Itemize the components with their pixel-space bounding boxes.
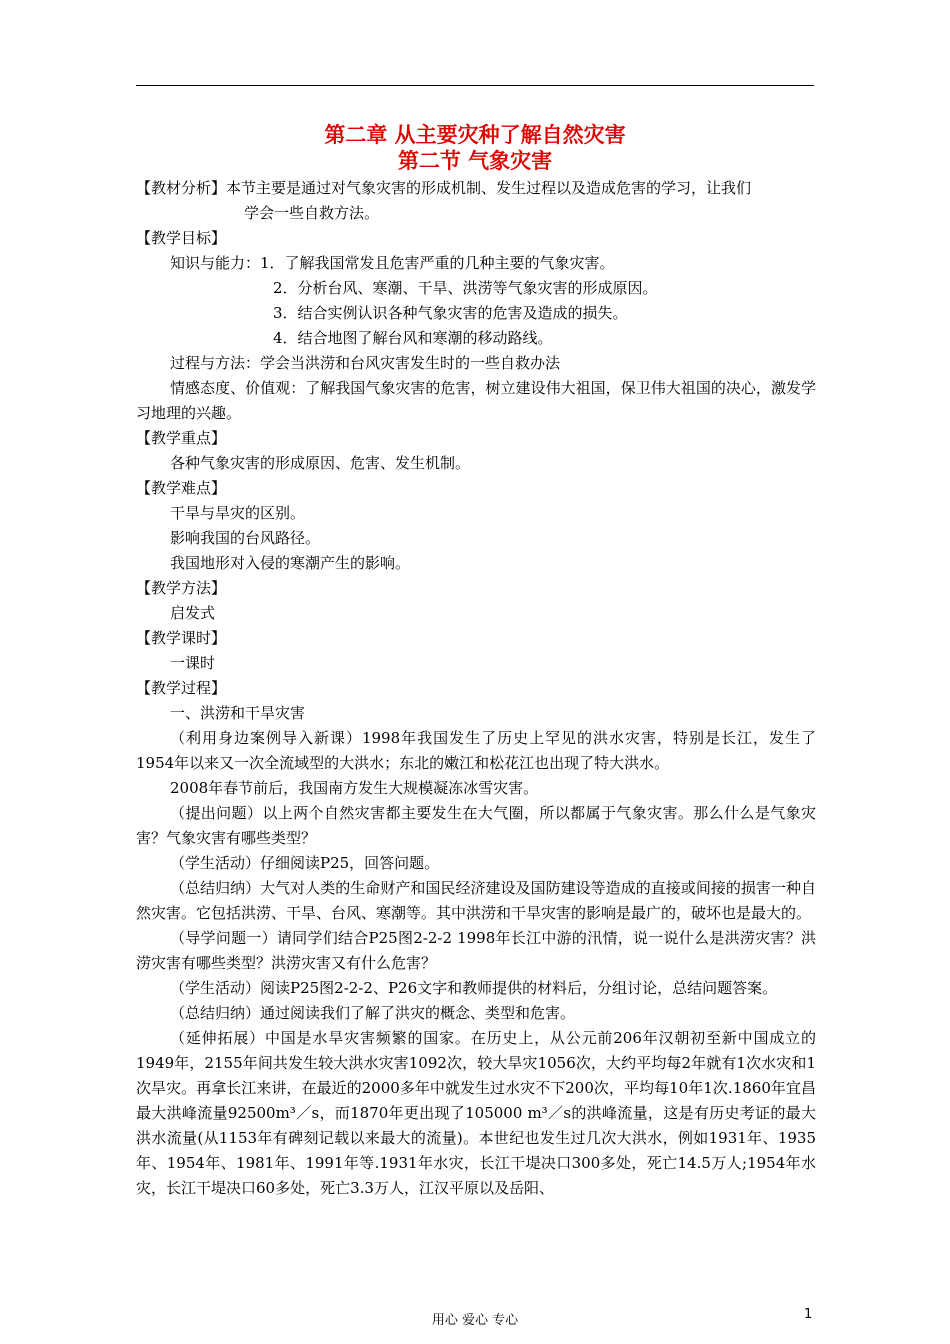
goal-item-3: 3．结合实例认识各种气象灾害的危害及造成的损失。: [273, 304, 628, 322]
goal-item-1: [136, 251, 816, 276]
paragraph: 2008年春节前后，我国南方发生大规模凝冻冰雪灾害。: [170, 779, 539, 797]
analysis-text-1: 本节主要是通过对气象灾害的形成机制、发生过程以及造成危害的学习，让我们: [226, 179, 752, 197]
process-heading: 【教学过程】: [136, 679, 227, 697]
document-body: [136, 176, 816, 1201]
footer-text: 用心 爱心 专心: [431, 1313, 519, 1328]
goal-item-2: 2．分析台风、寒潮、干旱、洪涝等气象灾害的形成原因。: [273, 279, 658, 297]
methods-heading: 【教学方法】: [136, 579, 227, 597]
key-points-heading: 【教学重点】: [136, 429, 227, 447]
paragraph: （学生活动）仔细阅读P25，回答问题。: [170, 854, 440, 872]
goal-item-text-1: 1．了解我国常发且危害严重的几种主要的气象灾害。: [260, 254, 615, 272]
header-rule: [136, 85, 814, 86]
paragraph: （提出问题）以上两个自然灾害都主要发生在大气圈，所以都属于气象灾害。那么什么是气象灾害？气象灾害有哪些类型？: [136, 804, 816, 847]
difficulty-item-2: 影响我国的台风路径。: [170, 529, 321, 547]
goal-item-4: 4．结合地图了解台风和寒潮的移动路线。: [273, 329, 553, 347]
paragraph: （延伸拓展）中国是水旱灾害频繁的国家。在历史上，从公元前206年汉朝初至新中国成立的1949年，2155年间共发生较大洪水灾害1092次，较大旱灾1056次，大约平均每2年就有1次水灾和1次旱灾。再拿长江来讲，在最近的2000多年中就发生过水灾不下200次，平均每10年1次.1860年宜昌最大洪峰流量92500m³／s，而1870年更出现了105000 m³／s的洪峰流量，这是有历史考证的最大洪水流量(从1153年有碑刻记载以来最大的流量)。本世纪也发生过几次大洪水，例如1931年、1935年、1954年、1981年、1991年等.1931年水灾，长江干堤决口300多处，死亡14.5万人;1954年水灾，长江干堤决口60多处，死亡3.3万人，江汉平原以及岳阳、: [136, 1029, 816, 1197]
section-title: 第二节 气象灾害: [397, 148, 553, 173]
page-number: 1: [804, 1307, 813, 1322]
paragraph: （利用身边案例导入新课）1998年我国发生了历史上罕见的洪水灾害，特别是长江，发生了1954年以来又一次全流域型的大洪水；东北的嫩江和松花江也出现了特大洪水。: [136, 729, 816, 772]
emotion-values: 情感态度、价值观：了解我国气象灾害的危害，树立建设伟大祖国，保卫伟大祖国的决心，激发学习地理的兴趣。: [136, 379, 816, 422]
analysis-line-2: 学会一些自救方法。: [244, 204, 380, 222]
chapter-title: 第二章 从主要灾种了解自然灾害: [324, 122, 626, 147]
goals-heading: 【教学目标】: [136, 229, 227, 247]
difficulty-item-3: 我国地形对入侵的寒潮产生的影响。: [170, 554, 411, 572]
hours-text: 一课时: [170, 654, 216, 672]
process-method: 过程与方法：学会当洪涝和台风灾害发生时的一些自救办法: [170, 354, 561, 372]
hours-heading: 【教学课时】: [136, 629, 227, 647]
paragraph: （学生活动）阅读P25图2-2-2、P26文字和教师提供的材料后，分组讨论，总结问题答案。: [170, 979, 778, 997]
process-section-1: 一、洪涝和干旱灾害: [170, 704, 306, 722]
methods-text: 启发式: [170, 604, 216, 622]
difficulty-item-1: 干旱与旱灾的区别。: [170, 504, 306, 522]
analysis-line-1: [136, 176, 816, 201]
paragraph: （总结归纳）大气对人类的生命财产和国民经济建设及国防建设等造成的直接或间接的损害一种自然灾害。它包括洪涝、干旱、台风、寒潮等。其中洪涝和干旱灾害的影响是最广的，破坏也是最大的。: [136, 879, 816, 922]
difficulties-heading: 【教学难点】: [136, 479, 227, 497]
paragraph: （总结归纳）通过阅读我们了解了洪灾的概念、类型和危害。: [170, 1004, 576, 1022]
key-points-text: 各种气象灾害的形成原因、危害、发生机制。: [170, 454, 471, 472]
knowledge-label: 知识与能力：: [170, 254, 261, 272]
paragraph: （导学问题一）请同学们结合P25图2-2-2 1998年长江中游的汛情，说一说什么是洪涝灾害？洪涝灾害有哪些类型？洪涝灾害又有什么危害？: [136, 929, 816, 972]
analysis-label: 【教材分析】: [136, 179, 227, 197]
